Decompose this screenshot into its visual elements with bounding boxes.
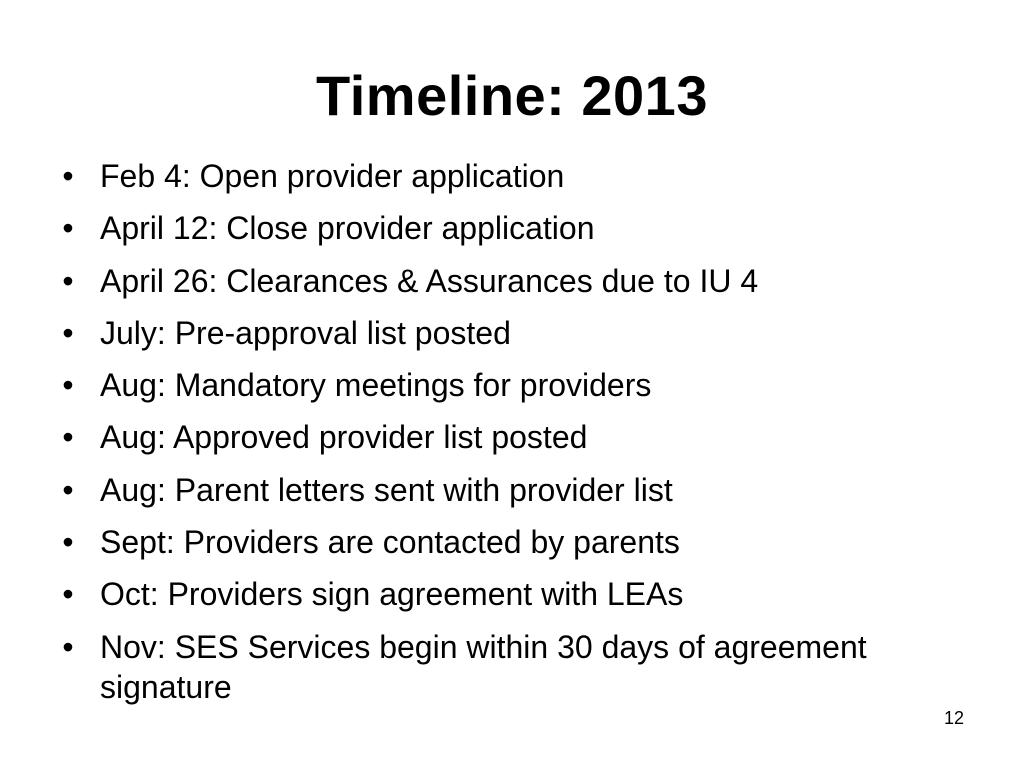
list-item-text: Aug: Parent letters sent with provider list [100,471,673,508]
bullet-icon: • [62,367,74,404]
list-item-text: April 12: Close provider application [100,210,595,247]
list-item [58,313,958,353]
list-item-text: Aug: Mandatory meetings for providers [100,367,652,404]
list-item-text: Feb 4: Open provider application [100,158,565,194]
list-item [58,627,958,707]
bullet-icon: • [62,576,74,613]
timeline-list [58,156,958,719]
bullet-icon: • [62,262,74,299]
list-item-text: Sept: Providers are contacted by parents [100,524,680,561]
page-number: 12 [943,708,964,728]
list-item [58,156,958,196]
list-item-text: July: Pre-approval list posted [100,314,511,351]
list-item [58,208,958,248]
list-item [58,261,958,301]
bullet-icon: • [62,524,74,561]
list-item-text: Nov: SES Services begin within 30 days of agreement signature [100,628,867,705]
list-item [58,522,958,562]
bullet-icon: • [62,210,74,247]
bullet-icon: • [62,314,74,351]
list-item [58,574,958,614]
list-item [58,417,958,457]
list-item-text: Oct: Providers sign agreement with LEAs [100,576,684,613]
list-item [58,365,958,405]
list-item-text: April 26: Clearances & Assurances due to IU 4 [100,262,759,299]
list-item [58,470,958,510]
slide-title: Timeline: 2013 [316,64,708,127]
bullet-icon: • [62,419,74,456]
list-item-text: Aug: Approved provider list posted [100,419,588,456]
bullet-icon: • [62,471,74,508]
bullet-icon: • [62,158,74,194]
bullet-icon: • [62,628,74,665]
